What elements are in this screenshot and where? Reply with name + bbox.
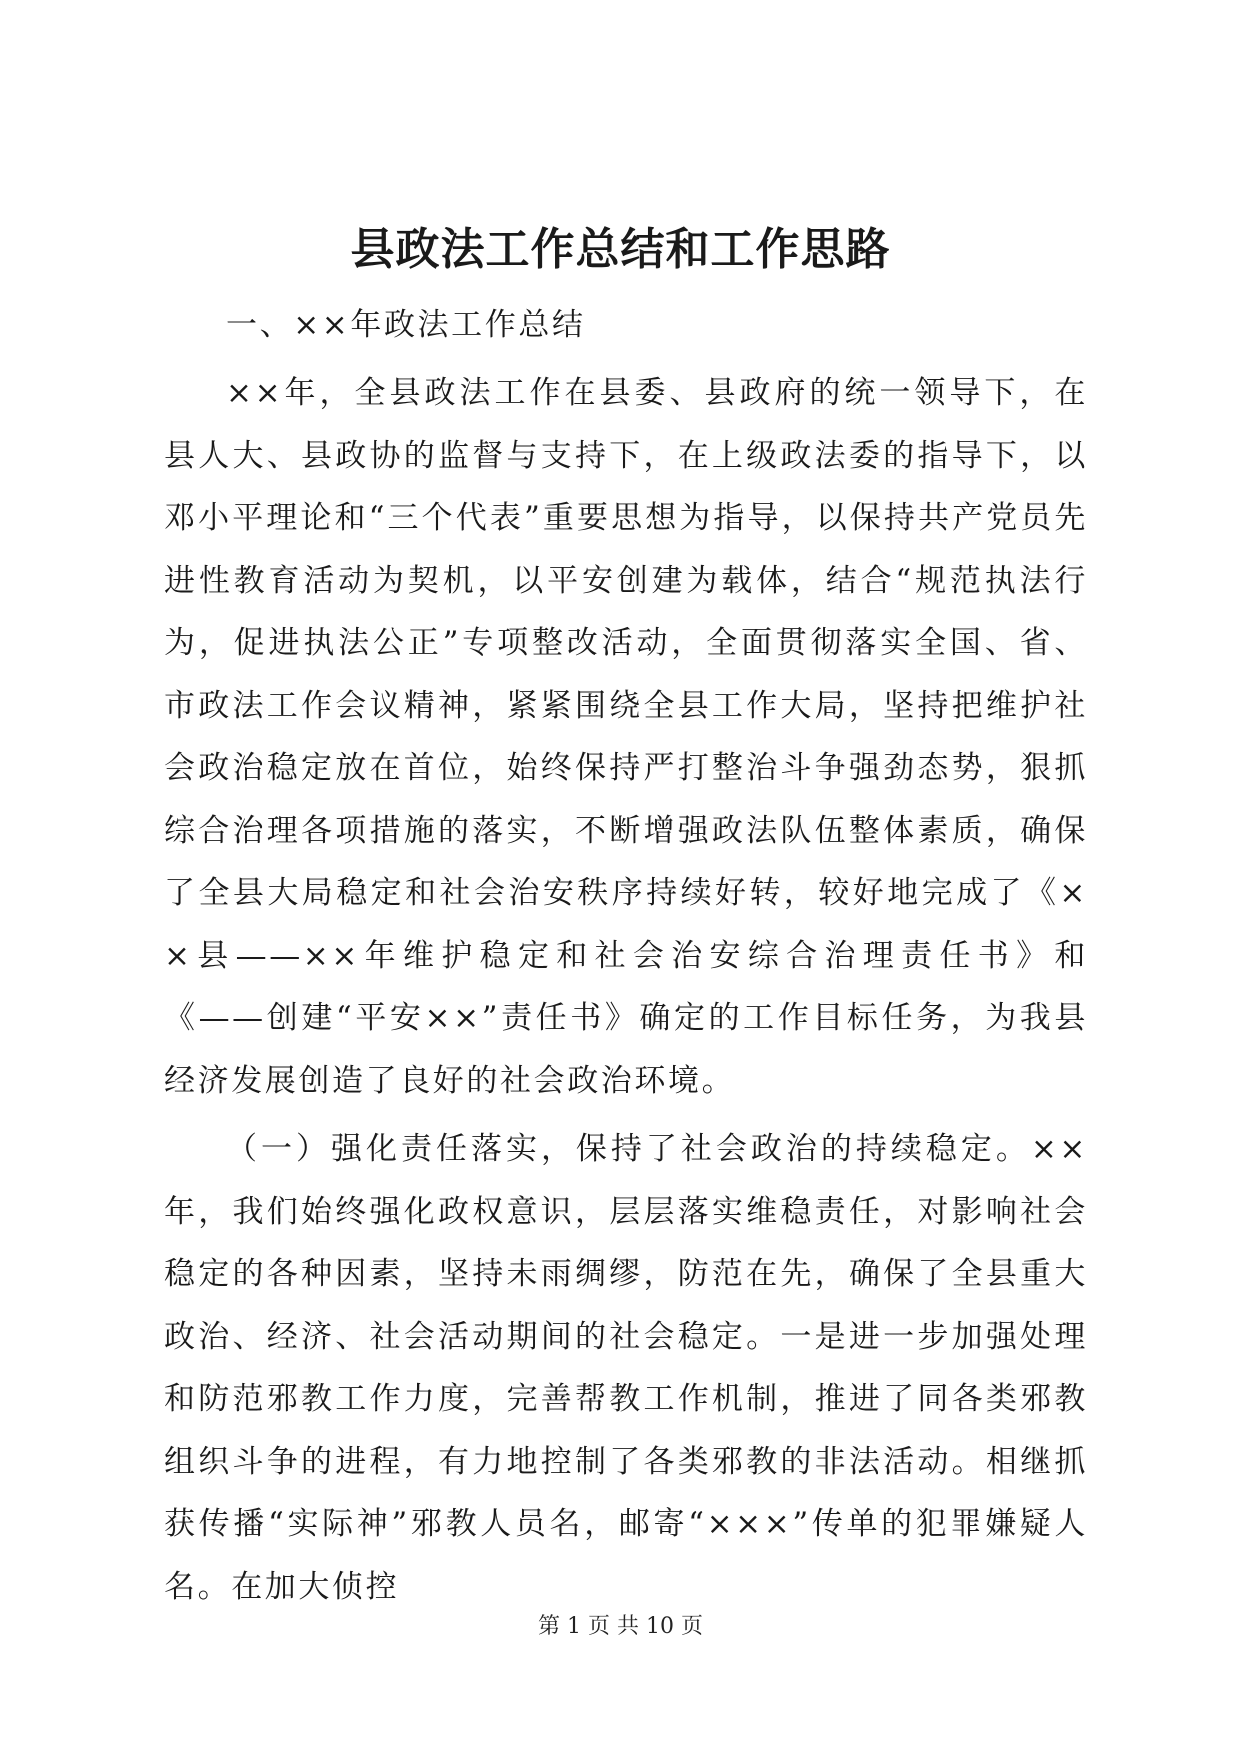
body-paragraph: ××年，全县政法工作在县委、县政府的统一领导下，在县人大、县政协的监督与支持下，在上级政法委的指导下，以邓小平理论和“三个代表”重要思想为指导，以保持共产党员先进性教育活动为契机，以平安创建为载体，结合“规范执法行为，促进执法公正”专项整改活动，全面贯彻落实全国、省、市政法工作会议精神，紧紧围绕全县工作大局，坚持把维护社会政治稳定放在首位，始终保持严打整治斗争强劲态势，狠抓综合治理各项措施的落实，不断增强政法队伍整体素质，确保了全县大局稳定和社会治安秩序持续好转，较好地完成了《××县——××年维护稳定和社会治安综合治理责任书》和《——创建“平安××”责任书》确定的工作目标任务，为我县经济发展创造了良好的社会政治环境。 bbox=[164, 375, 1088, 1099]
document-body bbox=[164, 294, 1088, 1618]
section-heading: 一、××年政法工作总结 bbox=[226, 307, 586, 343]
document-title: 县政法工作总结和工作思路 bbox=[350, 224, 891, 275]
page-footer: 第 1 页 共 10 页 bbox=[538, 1614, 703, 1639]
body-paragraph: （一）强化责任落实，保持了社会政治的持续稳定。××年，我们始终强化政权意识，层层落实维稳责任，对影响社会稳定的各种因素，坚持未雨绸缪，防范在先，确保了全县重大政治、经济、社会活动期间的社会稳定。一是进一步加强处理和防范邪教工作力度，完善帮教工作机制，推进了同各类邪教组织斗争的进程，有力地控制了各类邪教的非法活动。相继抓获传播“实际神”邪教人员名，邮寄“×××”传单的犯罪嫌疑人名。在加大侦控 bbox=[164, 1131, 1088, 1605]
